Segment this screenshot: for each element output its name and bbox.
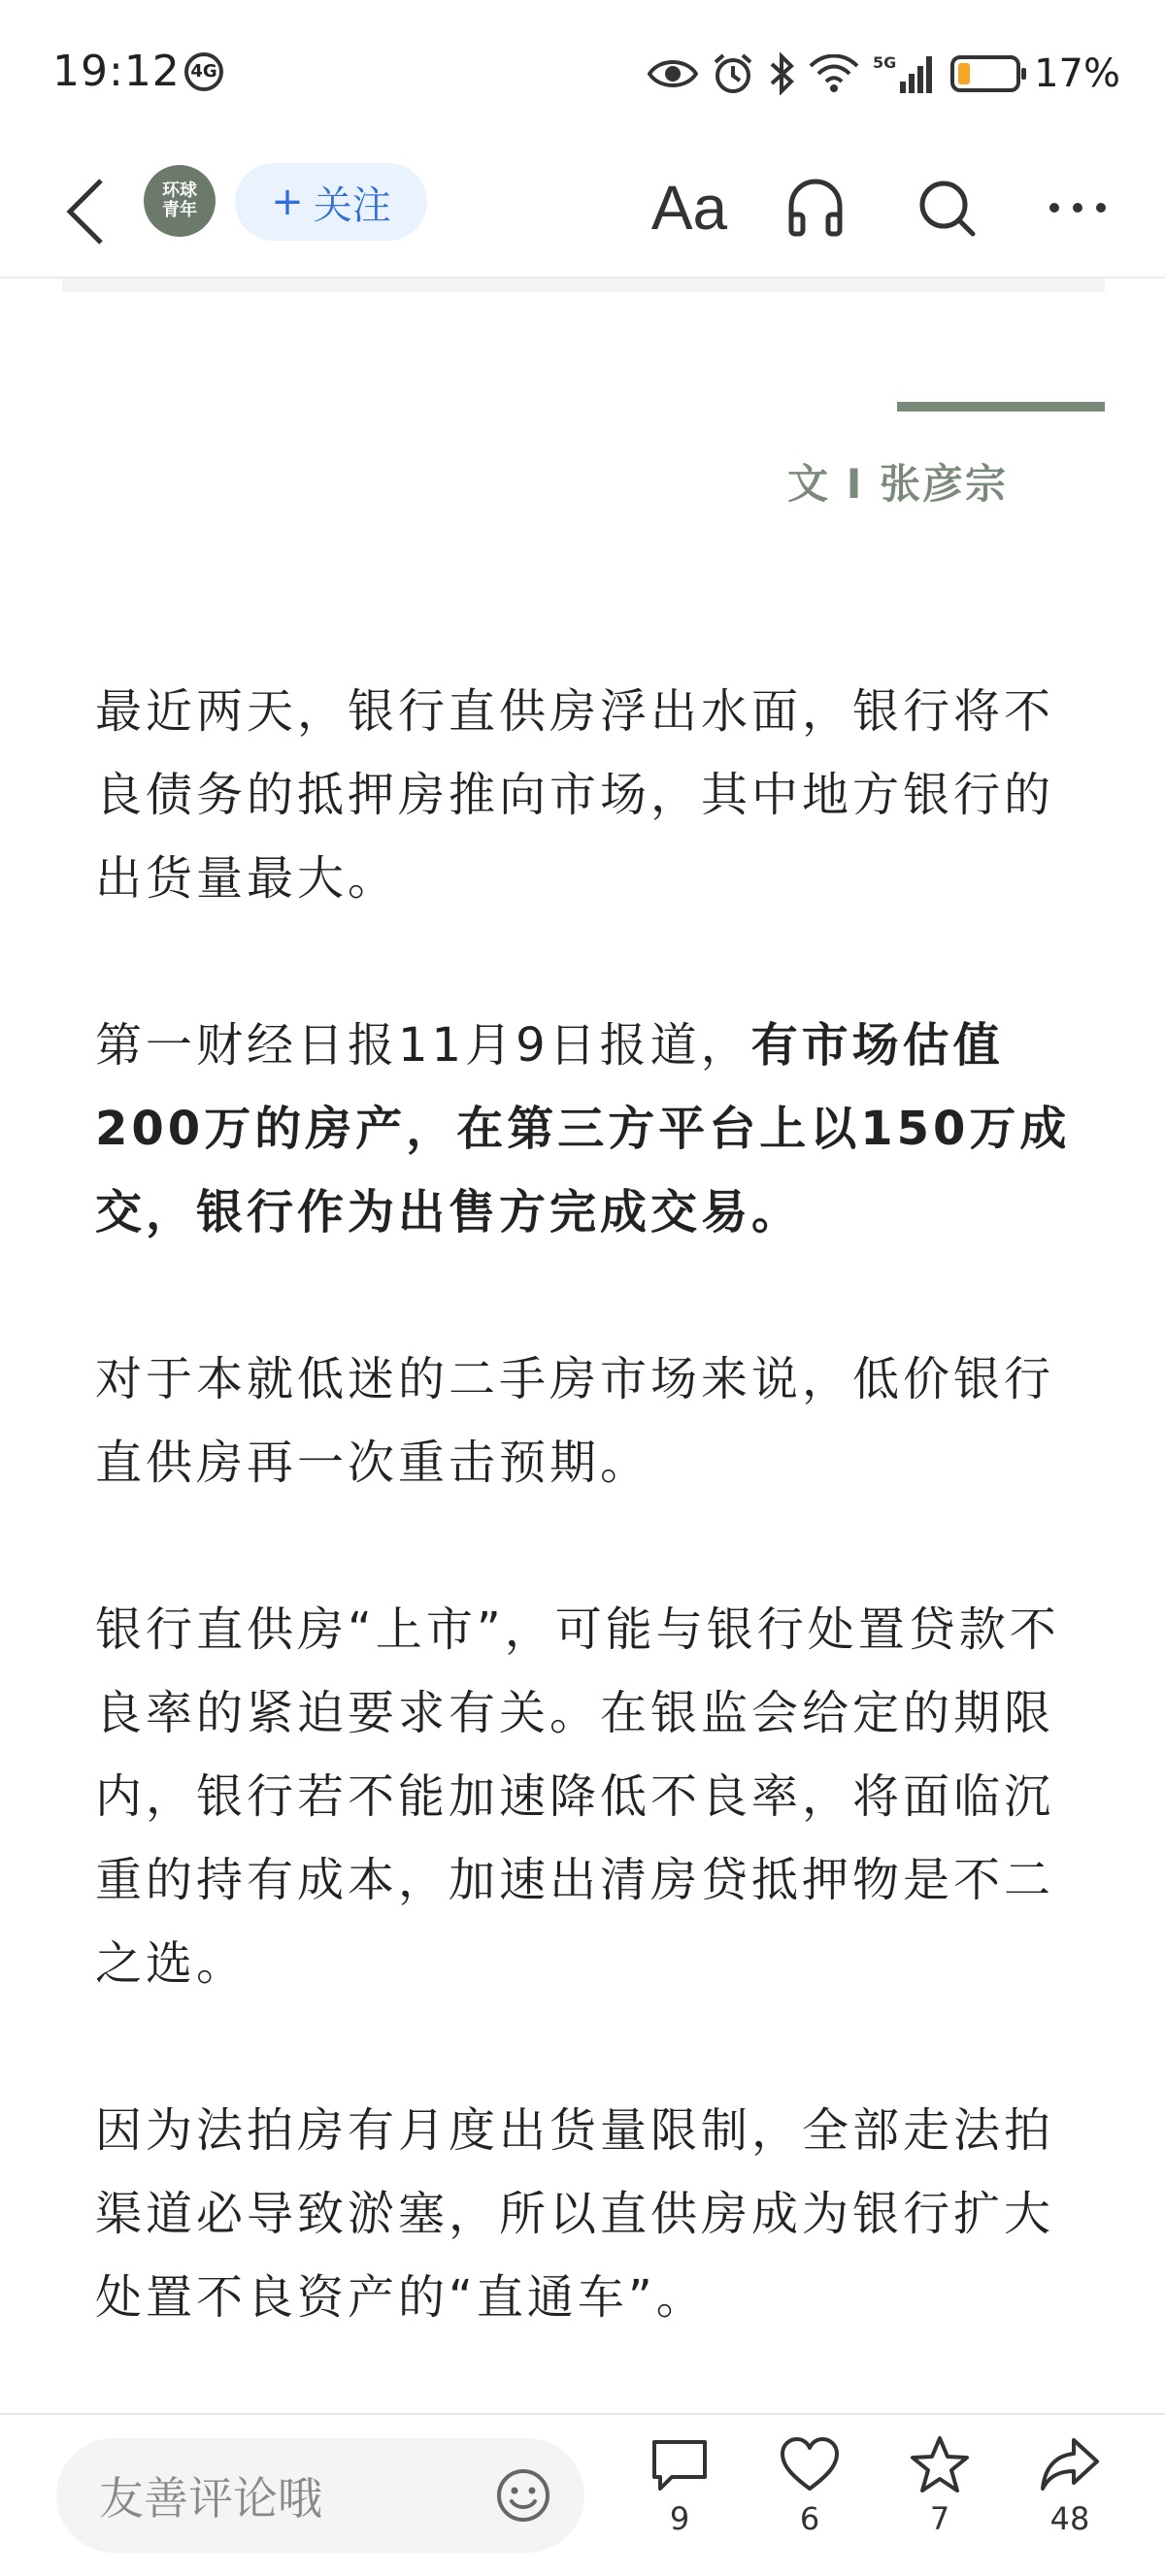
article-author: 文 I 张彦宗 (787, 460, 1008, 508)
signal-icon (873, 52, 937, 95)
bottom-action-bar (0, 2413, 1165, 2576)
like-button[interactable] (761, 2434, 858, 2537)
article-header (0, 146, 1165, 279)
chevron-left-icon (58, 173, 116, 250)
publisher-avatar[interactable] (144, 165, 216, 237)
avatar-text-bottom: 青年 (162, 200, 197, 220)
comments-button[interactable] (631, 2434, 728, 2537)
likes-count: 6 (799, 2500, 820, 2537)
wifi-icon (809, 54, 859, 93)
search-icon (915, 176, 979, 240)
more-icon (1046, 198, 1110, 217)
comment-icon (649, 2434, 711, 2496)
header-shadow-strip (62, 279, 1105, 292)
headphones-icon (783, 176, 848, 240)
paragraph: 银行直供房“上市”，可能与银行处置贷款不良率的紧迫要求有关。在银监会给定的期限内，银行若不能加速降低不良率，将面临沉重的持有成本，加速出清房贷抵押物是不二之选。 (95, 1602, 1060, 1991)
paragraph: 对于本就低迷的二手房市场来说，低价银行直供房再一次重击预期。 (95, 1352, 1055, 1490)
comment-placeholder: 友善评论哦 (99, 2472, 322, 2525)
battery-icon (950, 55, 1020, 92)
heart-icon (779, 2434, 841, 2496)
more-button[interactable] (1039, 169, 1116, 247)
svg-text:5G: 5G (873, 53, 897, 72)
follow-button[interactable] (235, 163, 427, 241)
follow-label: 关注 (313, 182, 391, 228)
star-icon (909, 2434, 971, 2496)
comments-count: 9 (669, 2500, 690, 2537)
paragraph-bold-text: 有市场估值200万的房产，在第三方平台上以150万成交，银行作为出售方完成交易。 (95, 1018, 1071, 1239)
paragraph: 因为法拍房有月度出货量限制，全部走法拍渠道必导致淤塞，所以直供房成为银行扩大处置不良资产的“直通车”。 (95, 2103, 1055, 2325)
alarm-icon (712, 52, 754, 95)
back-button[interactable] (58, 173, 116, 250)
favorites-count: 7 (929, 2500, 950, 2537)
avatar-text-top: 环球 (162, 181, 197, 201)
author-rule (897, 402, 1105, 412)
status-icons (648, 45, 1120, 103)
paragraph: 最近两天，银行直供房浮出水面，银行将不良债务的抵押房推向市场，其中地方银行的出货量最大。 (95, 684, 1055, 906)
favorite-button[interactable] (891, 2434, 988, 2537)
article-body (95, 670, 1076, 2423)
font-size-icon: Aa (650, 173, 728, 243)
hd-call-icon: 4G (184, 52, 223, 91)
status-time: 19:12 (52, 47, 181, 96)
shares-count: 48 (1049, 2500, 1090, 2537)
listen-button[interactable] (777, 169, 854, 247)
paragraph (95, 1004, 1076, 1254)
battery-percent: 17% (1034, 51, 1120, 96)
share-button[interactable] (1021, 2434, 1118, 2537)
status-bar (0, 0, 1165, 146)
font-size-button[interactable] (650, 169, 728, 247)
share-icon (1039, 2434, 1101, 2496)
plus-icon: + (271, 180, 304, 224)
battery-level (958, 63, 970, 84)
search-button[interactable] (908, 169, 985, 247)
emoji-icon[interactable] (495, 2467, 551, 2524)
paragraph-text: 第一财经日报11月9日报道， (95, 1018, 751, 1073)
eye-icon (648, 56, 698, 91)
bluetooth-icon (768, 52, 795, 95)
